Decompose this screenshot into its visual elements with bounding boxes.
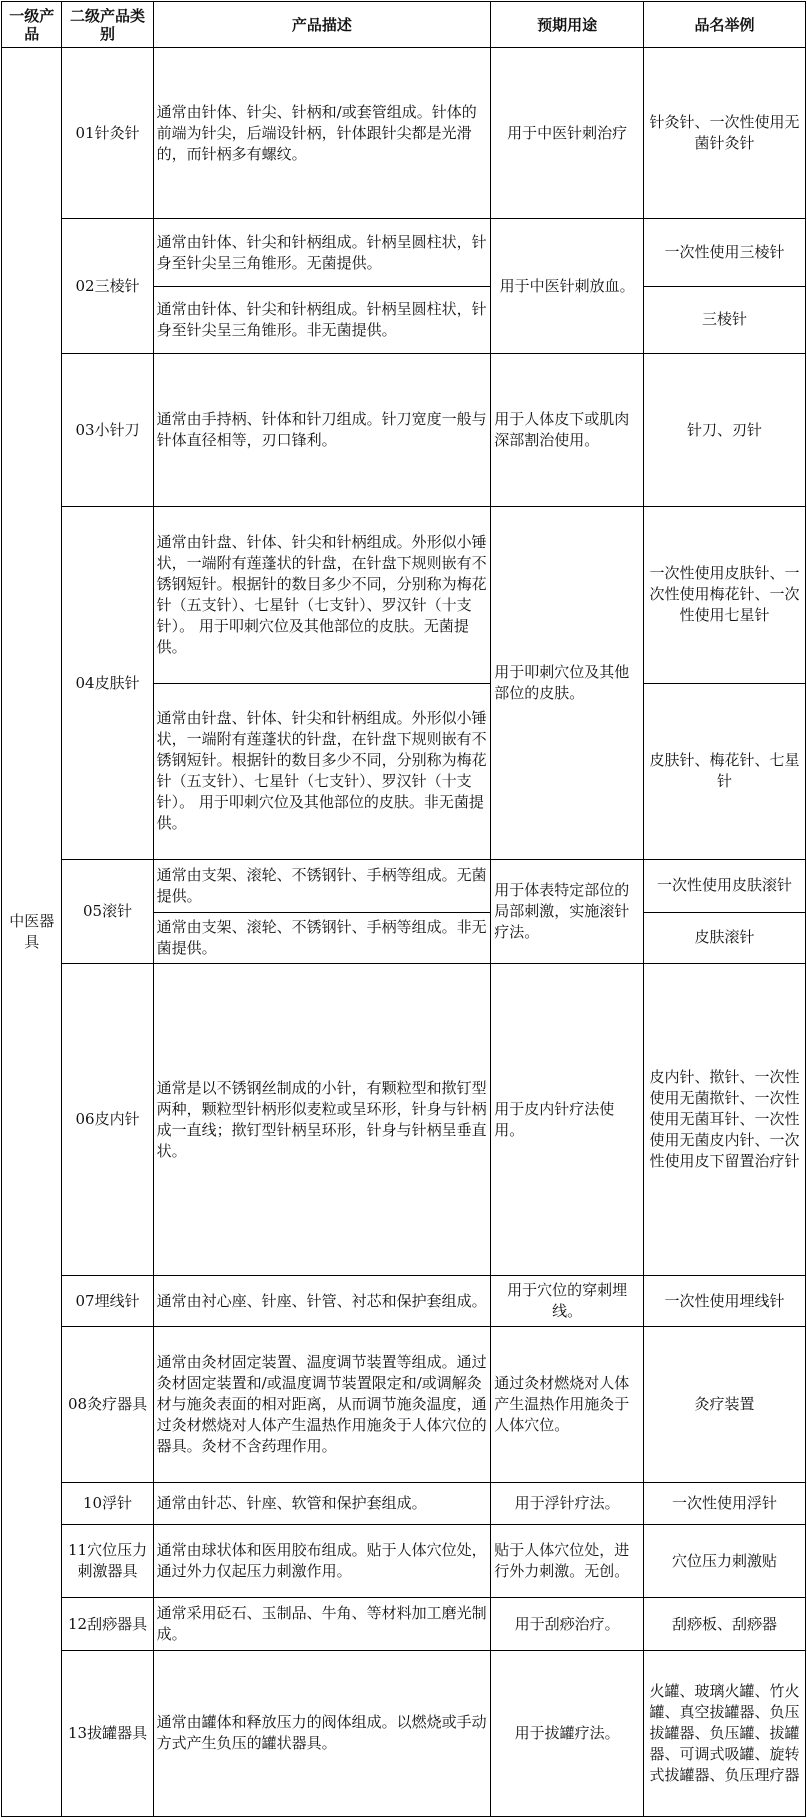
- category-name: 12刮痧器具: [62, 1598, 153, 1651]
- category-name: 06皮内针: [62, 964, 153, 1276]
- category-name: 11穴位压力刺激器具: [62, 1524, 153, 1598]
- level1-cell: 中医器具: [2, 48, 62, 1817]
- device-classification-table: [1, 1, 806, 1817]
- header-level1: 一级产品: [2, 2, 62, 48]
- product-examples: 火罐、玻璃火罐、竹火罐、真空拔罐器、负压拔罐器、负压罐、拔罐器、可调式吸罐、旋转式拔罐器、负压理疗器: [644, 1650, 806, 1816]
- product-description: 通常由支架、滚轮、不锈钢针、手柄等组成。非无菌提供。: [153, 912, 491, 963]
- table-row: [2, 507, 806, 683]
- product-description: 通常由针体、针尖和针柄组成。针柄呈圆柱状，针身至针尖呈三角锥形。无菌提供。: [153, 219, 491, 286]
- table-row: [2, 353, 806, 506]
- product-description: 通常由针盘、针体、针尖和针柄组成。外形似小锤状，一端附有莲蓬状的针盘，在针盘下规则嵌有不锈钢短针。根据针的数目多少不同，分别称为梅花针（五支针）、七星针（七支针）、罗汉针（十支针）。 用于叩刺穴位及其他部位的皮肤。无菌提供。: [153, 507, 491, 683]
- product-examples: 灸疗装置: [644, 1327, 806, 1482]
- product-examples: 三棱针: [644, 286, 806, 353]
- header-row: [2, 2, 806, 48]
- intended-use: 用于叩刺穴位及其他部位的皮肤。: [491, 507, 644, 860]
- header-examples: 品名举例: [644, 2, 806, 48]
- product-description: 通常由针盘、针体、针尖和针柄组成。外形似小锤状，一端附有莲蓬状的针盘，在针盘下规则嵌有不锈钢短针。根据针的数目多少不同，分别称为梅花针（五支针）、七星针（七支针）、罗汉针（十支针）。 用于叩刺穴位及其他部位的皮肤。非无菌提供。: [153, 683, 491, 859]
- product-description: 通常由罐体和释放压力的阀体组成。以燃烧或手动方式产生负压的罐状器具。: [153, 1650, 491, 1816]
- category-name: 10浮针: [62, 1482, 153, 1524]
- intended-use: 通过灸材燃烧对人体产生温热作用施灸于人体穴位。: [491, 1327, 644, 1482]
- product-examples: 皮肤针、梅花针、七星针: [644, 683, 806, 859]
- product-description: 通常由针体、针尖和针柄组成。针柄呈圆柱状，针身至针尖呈三角锥形。非无菌提供。: [153, 286, 491, 353]
- product-description: 通常由手持柄、针体和针刀组成。针刀宽度一般与针体直径相等，刃口锋利。: [153, 353, 491, 506]
- product-examples: 一次性使用埋线针: [644, 1276, 806, 1327]
- category-name: 01针灸针: [62, 48, 153, 219]
- category-name: 03小针刀: [62, 353, 153, 506]
- product-description: 通常由针体、针尖、针柄和/或套管组成。针体的前端为针尖，后端设针柄，针体跟针尖都是光滑的，而针柄多有螺纹。: [153, 48, 491, 219]
- product-description: 通常由灸材固定装置、温度调节装置等组成。通过灸材固定装置和/或温度调节装置限定和/或调解灸材与施灸表面的相对距离，从而调节施灸温度，通过灸材燃烧对人体产生温热作用施灸于人体穴位的器具。灸材不含药理作用。: [153, 1327, 491, 1482]
- category-name: 04皮肤针: [62, 507, 153, 860]
- table-row: [2, 1276, 806, 1327]
- table-row: [2, 1524, 806, 1598]
- product-description: 通常由衬心座、针座、针管、衬芯和保护套组成。: [153, 1276, 491, 1327]
- intended-use: 用于中医针刺治疗: [491, 48, 644, 219]
- table-row: [2, 860, 806, 913]
- intended-use: 贴于人体穴位处，进行外力刺激。无创。: [491, 1524, 644, 1598]
- intended-use: 用于皮内针疗法使用。: [491, 964, 644, 1276]
- product-examples: 针刀、刃针: [644, 353, 806, 506]
- table-row: [2, 1327, 806, 1482]
- table-row: [2, 964, 806, 1276]
- category-name: 05滚针: [62, 860, 153, 964]
- header-intended-use: 预期用途: [491, 2, 644, 48]
- table-row: [2, 1598, 806, 1651]
- category-name: 07埋线针: [62, 1276, 153, 1327]
- table-row: [2, 1650, 806, 1816]
- product-examples: 一次性使用皮肤滚针: [644, 860, 806, 913]
- category-name: 08灸疗器具: [62, 1327, 153, 1482]
- header-description: 产品描述: [153, 2, 491, 48]
- intended-use: 用于穴位的穿刺埋线。: [491, 1276, 644, 1327]
- category-name: 13拔罐器具: [62, 1650, 153, 1816]
- table-row: [2, 1482, 806, 1524]
- product-examples: 刮痧板、刮痧器: [644, 1598, 806, 1651]
- table-row: [2, 48, 806, 219]
- product-examples: 一次性使用浮针: [644, 1482, 806, 1524]
- intended-use: 用于体表特定部位的局部刺激，实施滚针疗法。: [491, 860, 644, 964]
- header-level2: 二级产品类别: [62, 2, 153, 48]
- intended-use: 用于浮针疗法。: [491, 1482, 644, 1524]
- intended-use: 用于中医针刺放血。: [491, 219, 644, 353]
- product-description: 通常采用砭石、玉制品、牛角、等材料加工磨光制成。: [153, 1598, 491, 1651]
- product-examples: 一次性使用皮肤针、一次性使用梅花针、一次性使用七星针: [644, 507, 806, 683]
- product-examples: 一次性使用三棱针: [644, 219, 806, 286]
- product-description: 通常由支架、滚轮、不锈钢针、手柄等组成。无菌提供。: [153, 860, 491, 913]
- intended-use: 用于人体皮下或肌肉深部割治使用。: [491, 353, 644, 506]
- intended-use: 用于刮痧治疗。: [491, 1598, 644, 1651]
- intended-use: 用于拔罐疗法。: [491, 1650, 644, 1816]
- product-description: 通常由针芯、针座、软管和保护套组成。: [153, 1482, 491, 1524]
- table-row: [2, 219, 806, 286]
- product-examples: 针灸针、一次性使用无菌针灸针: [644, 48, 806, 219]
- category-name: 02三棱针: [62, 219, 153, 353]
- product-description: 通常由球状体和医用胶布组成。贴于人体穴位处，通过外力仅起压力刺激作用。: [153, 1524, 491, 1598]
- product-description: 通常是以不锈钢丝制成的小针，有颗粒型和揿钉型两种，颗粒型针柄形似麦粒或呈环形，针身与针柄成一直线；揿钉型针柄呈环形，针身与针柄呈垂直状。: [153, 964, 491, 1276]
- product-examples: 穴位压力刺激贴: [644, 1524, 806, 1598]
- product-examples: 皮肤滚针: [644, 912, 806, 963]
- product-examples: 皮内针、揿针、一次性使用无菌揿针、一次性使用无菌耳针、一次性使用无菌皮内针、一次性使用皮下留置治疗针: [644, 964, 806, 1276]
